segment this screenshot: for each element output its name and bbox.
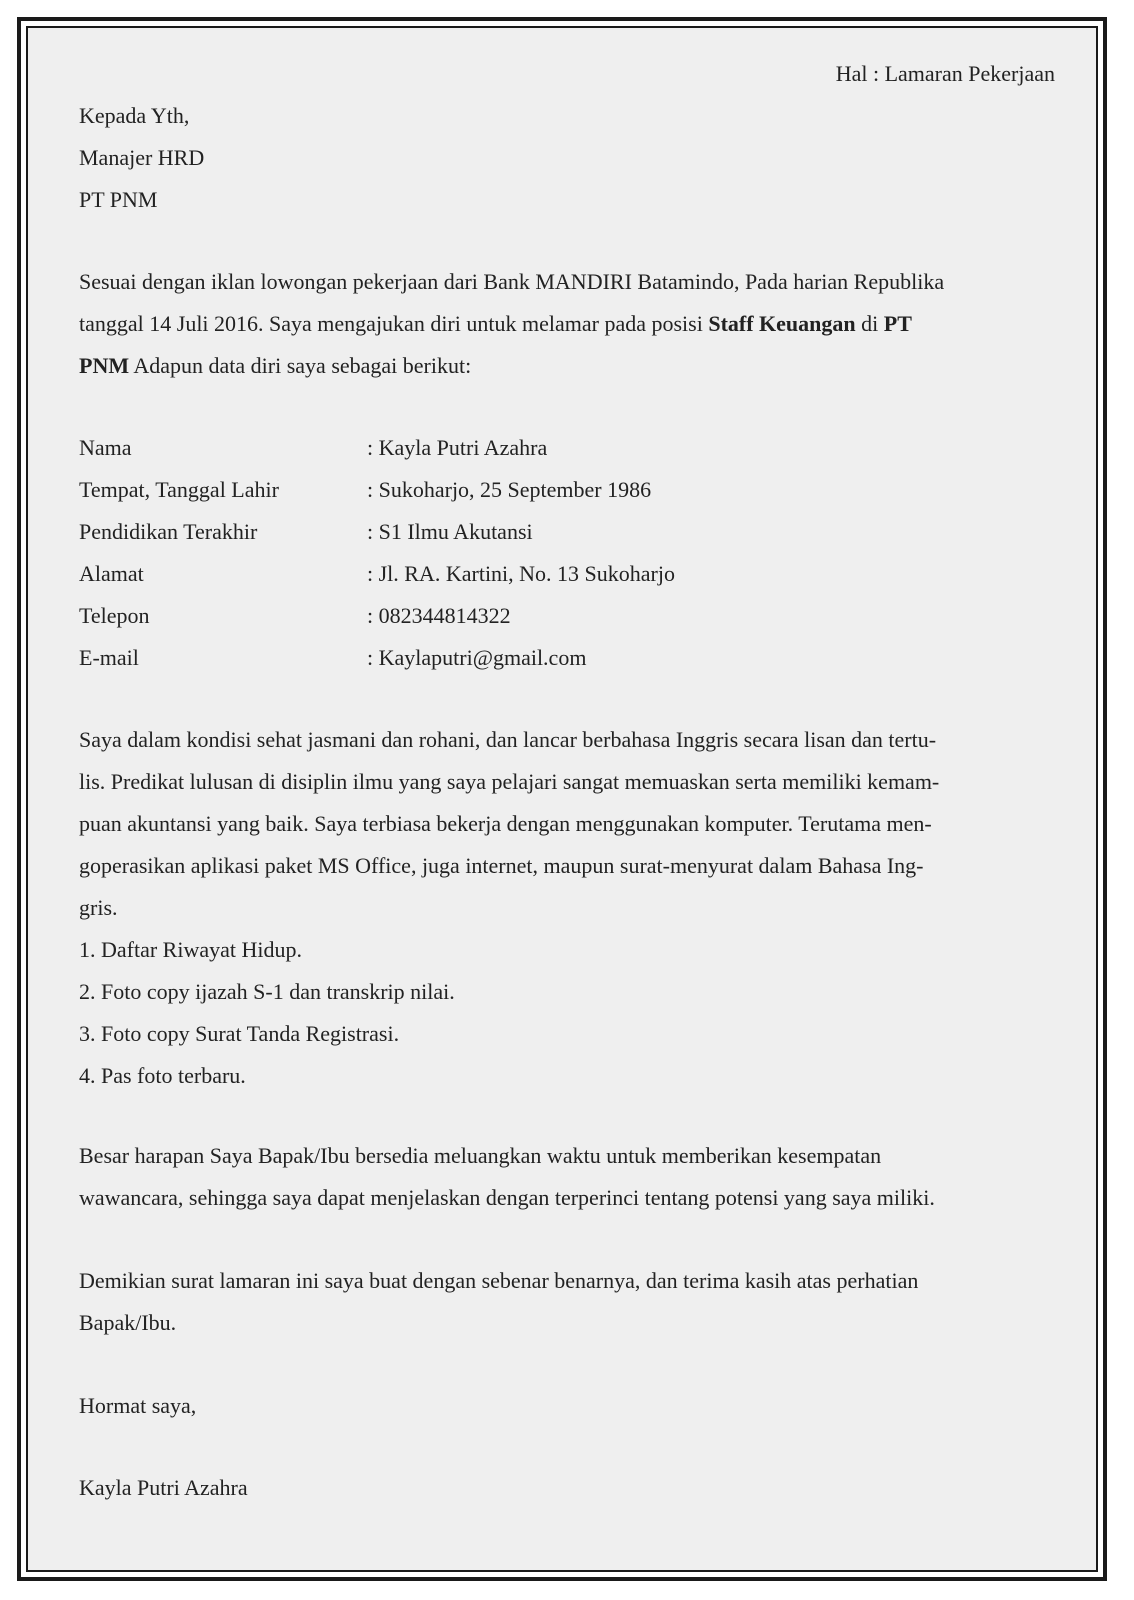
closing-line-2: Bapak/Ibu. (79, 1310, 177, 1335)
recipient-line-2: Manajer HRD (79, 145, 205, 170)
data-value: : Kayla Putri Azahra (367, 435, 548, 460)
intro-line-3 (79, 345, 1039, 387)
intro-line-2 (79, 303, 1039, 345)
intro-text: tanggal 14 Juli 2016. Saya mengajukan diri untuk melamar pada posisi (79, 311, 709, 336)
recipient-line-3: PT PNM (79, 187, 158, 212)
hope-line-1: Besar harapan Saya Bapak/Ibu bersedia meluangkan waktu untuk memberikan kesempatan (79, 1143, 882, 1168)
data-value: : Kaylaputri@gmail.com (367, 645, 587, 670)
data-row-email (79, 637, 1039, 679)
data-value: : 082344814322 (367, 603, 511, 628)
data-label: Alamat (79, 561, 144, 586)
body-line: goperasikan aplikasi paket MS Office, juga internet, maupun surat-menyurat dalam Bahasa Ing- (79, 853, 924, 878)
closing-line-1: Demikian surat lamaran ini saya buat dengan sebenar benarnya, dan terima kasih atas perhatian (79, 1268, 919, 1293)
data-value: : S1 Ilmu Akutansi (367, 519, 533, 544)
intro-text: di (855, 311, 884, 336)
attachment-item: 4. Pas foto terbaru. (79, 1063, 246, 1088)
company-name-part: PNM (79, 353, 130, 378)
data-row-name (79, 427, 1039, 469)
signoff-text: Hormat saya, (79, 1393, 197, 1418)
intro-line-1: Sesuai dengan iklan lowongan pekerjaan dari Bank MANDIRI Batamindo, Pada harian Republika (79, 269, 945, 294)
body-line: Saya dalam kondisi sehat jasmani dan rohani, dan lancar berbahasa Inggris secara lisan dan tertu- (79, 727, 937, 752)
body-paragraph (79, 719, 1039, 1097)
intro-paragraph (79, 261, 1039, 387)
body-line: puan akuntansi yang baik. Saya terbiasa bekerja dengan menggunakan komputer. Terutama men- (79, 811, 932, 836)
data-row-address (79, 553, 1039, 595)
data-row-birth (79, 469, 1039, 511)
attachment-item: 1. Daftar Riwayat Hidup. (79, 937, 302, 962)
body-line: gris. (79, 895, 118, 920)
data-row-education (79, 511, 1039, 553)
letter-subject: Hal : Lamaran Pekerjaan (835, 61, 1055, 86)
position-name: Staff Keuangan (708, 311, 856, 336)
data-label: E-mail (79, 645, 139, 670)
data-value: : Sukoharjo, 25 September 1986 (367, 477, 652, 502)
signature-block (79, 1467, 1039, 1509)
attachment-item: 2. Foto copy ijazah S-1 dan transkrip nilai. (79, 979, 455, 1004)
data-row-phone (79, 595, 1039, 637)
attachment-item: 3. Foto copy Surat Tanda Registrasi. (79, 1021, 400, 1046)
intro-text: Adapun data diri saya sebagai berikut: (129, 353, 472, 378)
personal-data-table (79, 427, 1039, 679)
closing-paragraph (79, 1260, 1039, 1344)
data-value: : Jl. RA. Kartini, No. 13 Sukoharjo (367, 561, 675, 586)
company-name-part: PT (883, 311, 912, 336)
recipient-line-1: Kepada Yth, (79, 103, 190, 128)
signoff (79, 1385, 1039, 1427)
signature-name: Kayla Putri Azahra (79, 1475, 248, 1500)
data-label: Telepon (79, 603, 150, 628)
data-label: Pendidikan Terakhir (79, 519, 258, 544)
recipient-block (79, 95, 1039, 221)
data-label: Tempat, Tanggal Lahir (79, 477, 279, 502)
body-line: lis. Predikat lulusan di disiplin ilmu yang saya pelajari sangat memuaskan serta memiliki kemam- (79, 769, 940, 794)
hope-paragraph (79, 1135, 1039, 1219)
hope-line-2: wawancara, sehingga saya dapat menjelaskan dengan terperinci tentang potensi yang saya miliki. (79, 1185, 935, 1210)
data-label: Nama (79, 435, 132, 460)
